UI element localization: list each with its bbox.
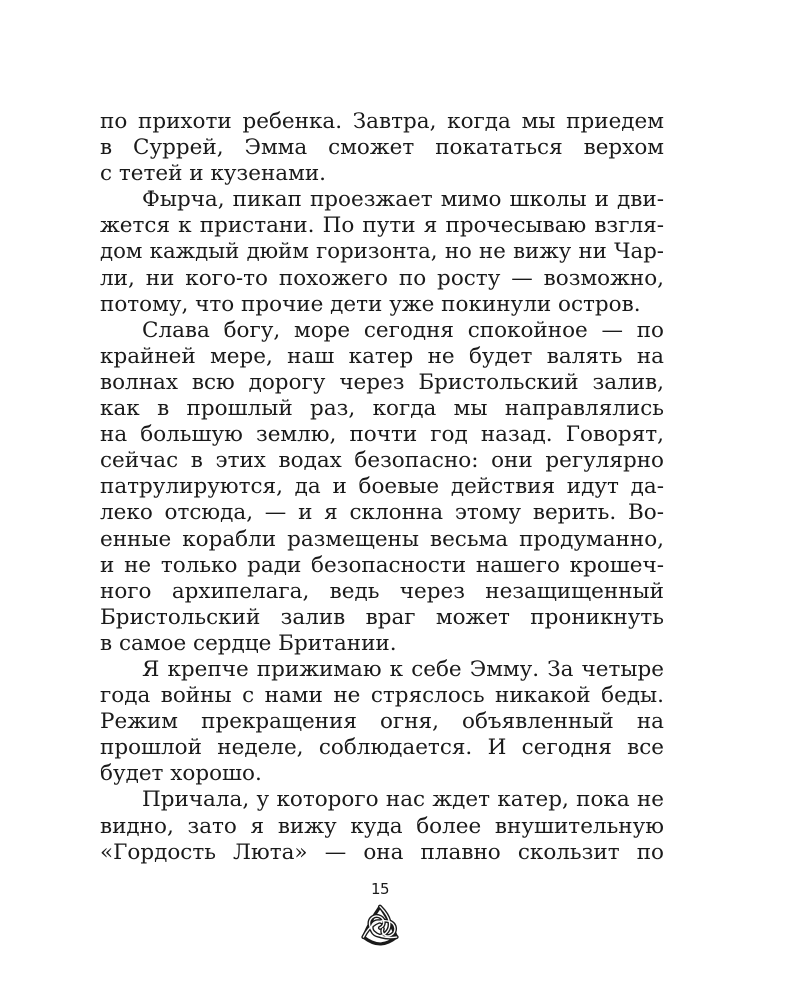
- text-line: леко отсюда, — и я склонна этому верить. Во-: [100, 500, 664, 526]
- celtic-knot-icon: [357, 903, 403, 949]
- text-line: с тетей и кузенами.: [100, 161, 327, 187]
- text-line: потому, что прочие дети уже покинули остров.: [100, 291, 641, 317]
- text-line: года войны с нами не стряслось никакой беды.: [100, 683, 664, 709]
- text-line: Слава богу, море сегодня спокойное — по: [142, 317, 664, 343]
- text-line: сейчас в этих водах безопасно: они регулярно: [100, 448, 664, 474]
- text-line: дом каждый дюйм горизонта, но не вижу ни Чар-: [100, 239, 664, 265]
- text-line: ного архипелага, ведь через незащищенный: [100, 578, 664, 604]
- text-line: и не только ради безопасности нашего крошеч-: [100, 552, 664, 578]
- text-line: Бристольский залив враг может проникнуть: [100, 604, 664, 630]
- text-line: на большую землю, почти год назад. Говорят,: [100, 422, 664, 448]
- text-line: Причала, у которого нас ждет катер, пока не: [142, 787, 664, 813]
- text-line: как в прошлый раз, когда мы направлялись: [100, 396, 664, 422]
- text-line: Фырча, пикап проезжает мимо школы и дви-: [142, 187, 664, 213]
- text-line: Режим прекращения огня, объявленный на: [100, 709, 664, 735]
- text-line: будет хорошо.: [100, 761, 262, 787]
- text-line: патрулируются, да и боевые действия идут да-: [100, 474, 664, 500]
- text-line: енные корабли размещены весьма продуманно,: [100, 526, 664, 552]
- text-line: волнах всю дорогу через Бристольский залив,: [100, 369, 664, 395]
- text-line: в самое сердце Британии.: [100, 630, 397, 656]
- text-line: жется к пристани. По пути я прочесываю взгля-: [100, 213, 664, 239]
- text-line: «Гордость Люта» — она плавно скользит по: [100, 839, 664, 865]
- text-line: крайней мере, наш катер не будет валять на: [100, 343, 664, 369]
- text-line: по прихоти ребенка. Завтра, когда мы приедем: [100, 109, 664, 134]
- text-line: видно, зато я вижу куда более внушительную: [100, 813, 664, 839]
- text-line: ли, ни кого-то похожего по росту — возможно,: [100, 265, 664, 291]
- text-line: прошлой неделе, соблюдается. И сегодня все: [100, 735, 664, 761]
- text-line: в Суррей, Эмма сможет покататься верхом: [100, 135, 664, 161]
- page-number: 15: [370, 880, 390, 898]
- text-line: Я крепче прижимаю к себе Эмму. За четыре: [142, 656, 664, 682]
- page-body: [100, 109, 664, 866]
